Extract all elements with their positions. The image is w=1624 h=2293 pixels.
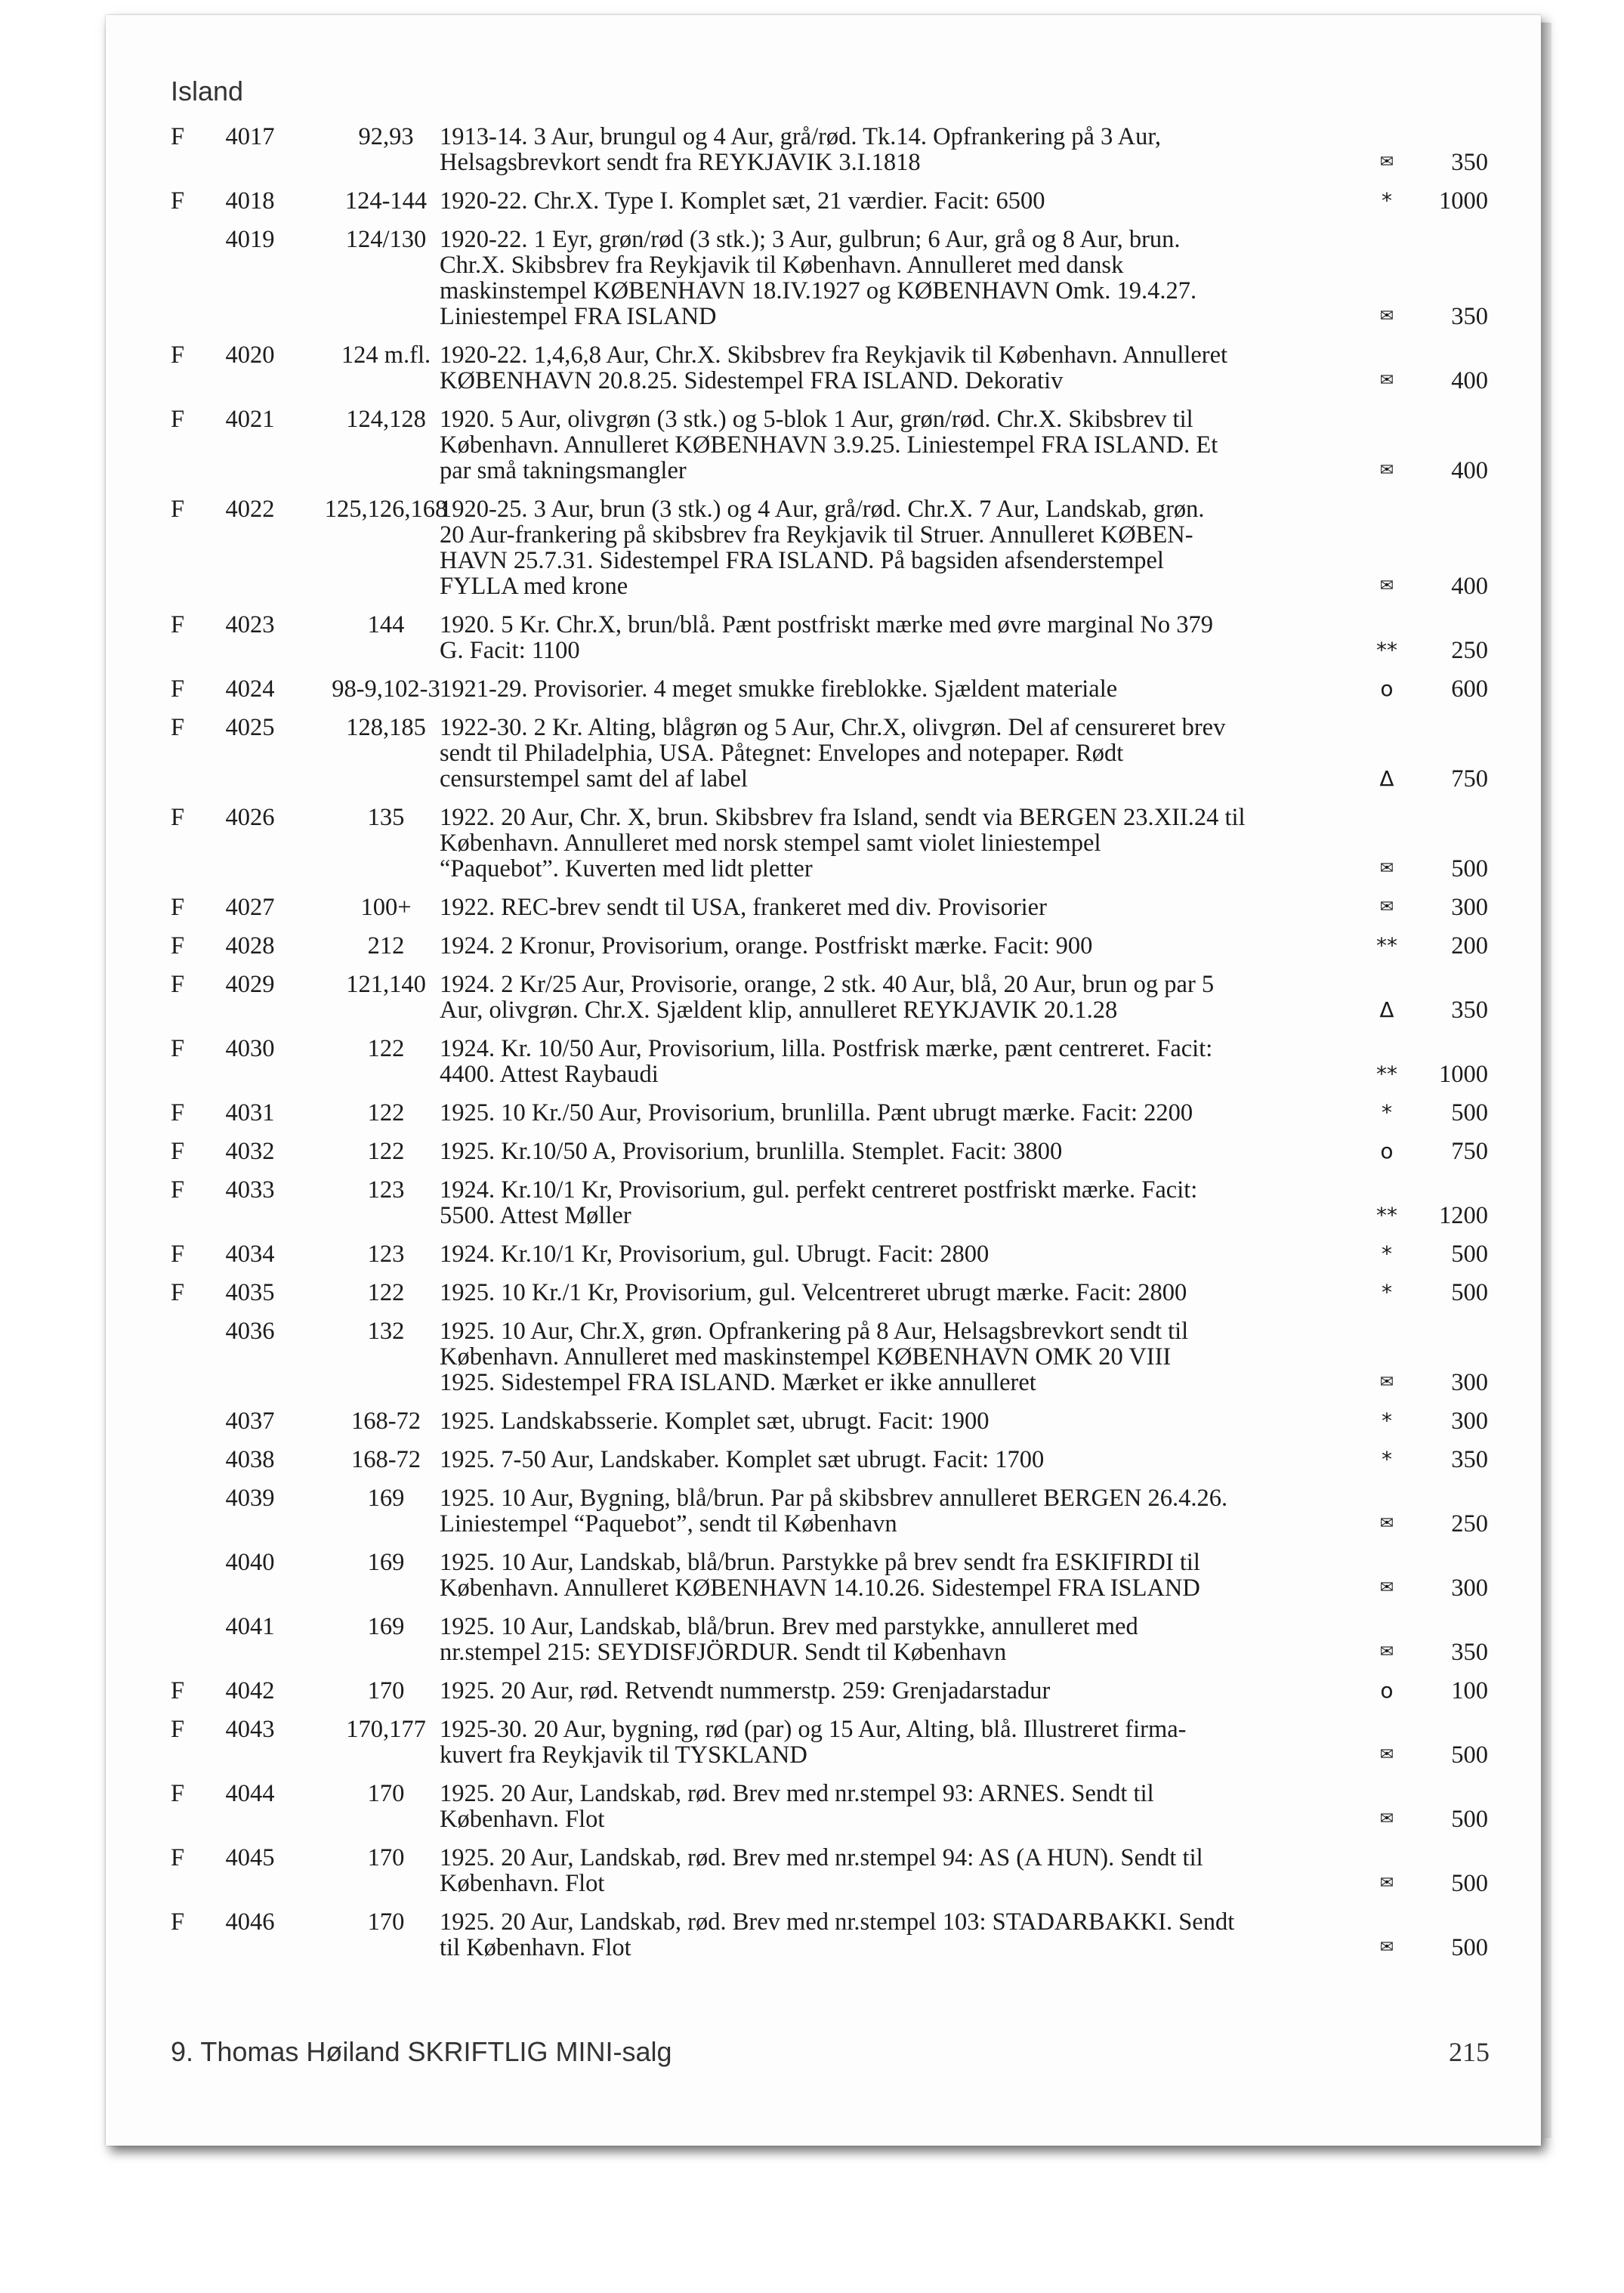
- lot-description-line: 1925. Sidestempel FRA ISLAND. Mærket er ikke annulleret: [440, 1369, 1036, 1396]
- lot-catalog-number: 168-72: [350, 1408, 421, 1435]
- lot-description-line: 1925-30. 20 Aur, bygning, rød (par) og 15 Aur, Alting, blå. Illustreret firma-: [440, 1716, 1187, 1743]
- lot-price: 500: [1451, 1806, 1488, 1833]
- lot-description-line: censurstempel samt del af label: [440, 765, 748, 793]
- lot-catalog-number: 170: [367, 1780, 405, 1807]
- lot-catalog-number: 124-144: [344, 187, 428, 215]
- lot-flag: F: [171, 1908, 185, 1936]
- lot-description-line: FYLLA med krone: [440, 573, 628, 600]
- lot-description-line: KØBENHAVN 20.8.25. Sidestempel FRA ISLAND. Dekorativ: [440, 367, 1064, 394]
- lot-number: 4017: [225, 123, 275, 150]
- lot-flag: F: [171, 1279, 185, 1306]
- lot-number: 4020: [225, 341, 275, 369]
- lot-number: 4023: [225, 611, 275, 638]
- condition-symbol: **: [1376, 933, 1397, 958]
- lot-description-line: Liniestempel “Paquebot”, sendt til København: [440, 1510, 897, 1537]
- lot-flag: F: [171, 123, 185, 150]
- condition-symbol: *: [1382, 1447, 1392, 1472]
- lot-description-line: 1920-22. 1 Eyr, grøn/rød (3 stk.); 3 Aur, gulbrun; 6 Aur, grå og 8 Aur, brun.: [440, 226, 1181, 253]
- lot-price: 750: [1451, 765, 1488, 793]
- lot-description: [440, 1100, 1497, 1126]
- lot-description: [440, 972, 1497, 1023]
- lot-description: [440, 1447, 1497, 1473]
- lot-description-line: kuvert fra Reykjavik til TYSKLAND: [440, 1741, 807, 1769]
- envelope-icon: ✉: [1379, 898, 1394, 916]
- lot-price: 500: [1451, 1741, 1488, 1769]
- envelope-icon: ✉: [1379, 1578, 1394, 1597]
- lot-number: 4031: [225, 1099, 275, 1126]
- lot-flag: F: [171, 932, 185, 960]
- lot-catalog-number: 100+: [360, 894, 412, 921]
- page-edge-shadow: [1541, 23, 1551, 2138]
- lot-description: [440, 1614, 1497, 1665]
- lot-number: 4028: [225, 932, 275, 960]
- lot-description-line: 1925. 10 Aur, Chr.X, grøn. Opfrankering på 8 Aur, Helsagsbrevkort sendt til: [440, 1318, 1189, 1345]
- lot-description-line: 1925. Landskabsserie. Komplet sæt, ubrugt. Facit: 1900: [440, 1408, 990, 1435]
- envelope-icon: ✉: [1379, 307, 1394, 326]
- lot-price: 350: [1451, 997, 1488, 1024]
- lot-catalog-number: 122: [367, 1279, 405, 1306]
- lot-description-line: til København. Flot: [440, 1934, 631, 1961]
- lot-description-line: 1920-22. Chr.X. Type I. Komplet sæt, 21 værdier. Facit: 6500: [440, 187, 1045, 215]
- lot-description-line: København. Flot: [440, 1806, 605, 1833]
- lot-price: 500: [1451, 1279, 1488, 1306]
- lot-description-line: 1925. 10 Aur, Bygning, blå/brun. Par på skibsbrev annulleret BERGEN 26.4.26.: [440, 1485, 1228, 1512]
- lot-description-line: København. Annulleret med maskinstempel KØBENHAVN OMK 20 VIII: [440, 1343, 1172, 1371]
- lot-flag: F: [171, 714, 185, 741]
- lot-catalog-number: 123: [367, 1241, 405, 1268]
- lot-description-line: 1925. 20 Aur, Landskab, rød. Brev med nr.stempel 93: ARNES. Sendt til: [440, 1780, 1154, 1807]
- lot-description-line: 1920. 5 Aur, olivgrøn (3 stk.) og 5-blok 1 Aur, grøn/rød. Chr.X. Skibsbrev til: [440, 406, 1193, 433]
- lot-catalog-number: 122: [367, 1099, 405, 1126]
- lot-description-line: 1924. 2 Kr/25 Aur, Provisorie, orange, 2 stk. 40 Aur, blå, 20 Aur, brun og par 5: [440, 971, 1215, 998]
- lot-description-line: 20 Aur-frankering på skibsbrev fra Reykjavik til Struer. Annulleret KØBEN-: [440, 521, 1193, 549]
- lot-number: 4036: [225, 1318, 275, 1345]
- lot-price: 400: [1451, 573, 1488, 600]
- lot-number: 4026: [225, 804, 275, 831]
- lot-flag: F: [171, 406, 185, 433]
- lot-catalog-number: 123: [367, 1176, 405, 1204]
- lot-catalog-number: 170: [367, 1908, 405, 1936]
- lot-flag: F: [171, 341, 185, 369]
- lot-price: 750: [1451, 1138, 1488, 1165]
- lot-price: 300: [1451, 1408, 1488, 1435]
- lot-catalog-number: 168-72: [350, 1446, 421, 1473]
- lot-price: 300: [1451, 894, 1488, 921]
- lot-number: 4018: [225, 187, 275, 215]
- lot-price: 600: [1451, 675, 1488, 703]
- condition-symbol: *: [1382, 1408, 1392, 1433]
- lot-flag: F: [171, 894, 185, 921]
- lot-description-line: maskinstempel KØBENHAVN 18.IV.1927 og KØBENHAVN Omk. 19.4.27.: [440, 277, 1197, 304]
- lot-description-line: 1921-29. Provisorier. 4 meget smukke fireblokke. Sjældent materiale: [440, 675, 1118, 703]
- envelope-icon: ✉: [1379, 1514, 1394, 1533]
- condition-symbol: *: [1382, 1241, 1392, 1266]
- envelope-icon: ✉: [1379, 1373, 1394, 1392]
- section-heading: Island: [171, 76, 244, 107]
- lot-number: 4044: [225, 1780, 275, 1807]
- condition-symbol: o: [1380, 1678, 1394, 1703]
- lot-description-line: HAVN 25.7.31. Sidestempel FRA ISLAND. På bagsiden afsenderstempel: [440, 547, 1164, 574]
- lot-description-line: par små takningsmangler: [440, 457, 687, 484]
- lot-description: [440, 342, 1497, 394]
- lot-description-line: 1920. 5 Kr. Chr.X, brun/blå. Pænt postfriskt mærke med øvre marginal No 379: [440, 611, 1213, 638]
- lot-description: [440, 1781, 1497, 1832]
- lot-price: 1000: [1439, 187, 1488, 215]
- lot-description: [440, 676, 1497, 702]
- footer-auction-title: 9. Thomas Høiland SKRIFTLIG MINI-salg: [171, 2036, 672, 2067]
- lot-price: 300: [1451, 1369, 1488, 1396]
- lot-number: 4042: [225, 1677, 275, 1704]
- envelope-icon: ✉: [1379, 859, 1394, 878]
- condition-symbol: Δ: [1379, 766, 1394, 791]
- condition-symbol: o: [1380, 676, 1394, 701]
- lot-description: [440, 933, 1497, 959]
- lot-price: 350: [1451, 1639, 1488, 1666]
- lot-price: 1000: [1439, 1061, 1488, 1088]
- envelope-icon: ✉: [1379, 371, 1394, 390]
- lot-catalog-number: 98-9,102-3: [332, 675, 440, 703]
- lot-number: 4039: [225, 1485, 275, 1512]
- lot-description: [440, 612, 1497, 663]
- lot-description: [440, 406, 1497, 484]
- lot-number: 4041: [225, 1613, 275, 1640]
- lot-catalog-number: 122: [367, 1035, 405, 1062]
- lot-catalog-number: 125,126,168: [324, 496, 448, 523]
- lot-description: [440, 1717, 1497, 1768]
- lot-flag: F: [171, 1780, 185, 1807]
- lot-price: 200: [1451, 932, 1488, 960]
- lot-price: 500: [1451, 1241, 1488, 1268]
- condition-symbol: *: [1382, 1280, 1392, 1305]
- lot-number: 4032: [225, 1138, 275, 1165]
- lot-description: [440, 1139, 1497, 1164]
- lot-description: [440, 124, 1497, 175]
- envelope-icon: ✉: [1379, 1809, 1394, 1828]
- lot-price: 350: [1451, 303, 1488, 330]
- lot-description-line: 1925. 20 Aur, rød. Retvendt nummerstp. 259: Grenjadarstadur: [440, 1677, 1051, 1704]
- lot-number: 4024: [225, 675, 275, 703]
- lot-description-line: sendt til Philadelphia, USA. Påtegnet: Envelopes and notepaper. Rødt: [440, 740, 1124, 767]
- lot-flag: F: [171, 1176, 185, 1204]
- lot-price: 400: [1451, 367, 1488, 394]
- lot-description: [440, 1678, 1497, 1704]
- lot-description: [440, 1909, 1497, 1961]
- lot-flag: F: [171, 1241, 185, 1268]
- lot-description-line: 1924. Kr.10/1 Kr, Provisorium, gul. perfekt centreret postfriskt mærke. Facit:: [440, 1176, 1198, 1204]
- lot-price: 500: [1451, 1099, 1488, 1126]
- lot-description: [440, 1177, 1497, 1228]
- lot-catalog-number: 169: [367, 1549, 405, 1576]
- lot-description-line: København. Annulleret med norsk stempel samt violet liniestempel: [440, 830, 1101, 857]
- lot-number: 4022: [225, 496, 275, 523]
- lot-number: 4046: [225, 1908, 275, 1936]
- lot-description: [440, 1408, 1497, 1434]
- lot-flag: F: [171, 804, 185, 831]
- lot-description: [440, 1280, 1497, 1306]
- lot-description-line: 1913-14. 3 Aur, brungul og 4 Aur, grå/rød. Tk.14. Opfrankering på 3 Aur,: [440, 123, 1162, 150]
- lot-description: [440, 1845, 1497, 1896]
- lot-number: 4040: [225, 1549, 275, 1576]
- lot-description-line: 1925. 20 Aur, Landskab, rød. Brev med nr.stempel 103: STADARBAKKI. Sendt: [440, 1908, 1235, 1936]
- condition-symbol: **: [1376, 1062, 1397, 1086]
- lot-flag: F: [171, 187, 185, 215]
- lot-flag: F: [171, 1677, 185, 1704]
- lot-description-line: 1925. 10 Kr./50 Aur, Provisorium, brunlilla. Pænt ubrugt mærke. Facit: 2200: [440, 1099, 1193, 1126]
- lot-description: [440, 227, 1497, 329]
- lot-price: 100: [1451, 1677, 1488, 1704]
- lot-catalog-number: 169: [367, 1485, 405, 1512]
- lot-number: 4025: [225, 714, 275, 741]
- lot-flag: F: [171, 675, 185, 703]
- lot-number: 4019: [225, 226, 275, 253]
- lot-catalog-number: 170: [367, 1677, 405, 1704]
- lot-description-line: G. Facit: 1100: [440, 637, 580, 664]
- lot-description-line: 1922. REC-brev sendt til USA, frankeret med div. Provisorier: [440, 894, 1047, 921]
- lot-description-line: 5500. Attest Møller: [440, 1202, 631, 1229]
- lot-catalog-number: 144: [367, 611, 405, 638]
- lot-catalog-number: 124,128: [346, 406, 426, 433]
- lot-description: [440, 1550, 1497, 1601]
- envelope-icon: ✉: [1379, 1938, 1394, 1957]
- lot-flag: F: [171, 971, 185, 998]
- lot-number: 4038: [225, 1446, 275, 1473]
- lot-description: [440, 1241, 1497, 1267]
- lot-description-line: 1920-25. 3 Aur, brun (3 stk.) og 4 Aur, grå/rød. Chr.X. 7 Aur, Landskab, grøn.: [440, 496, 1205, 523]
- lot-description-line: Liniestempel FRA ISLAND: [440, 303, 717, 330]
- lot-flag: F: [171, 611, 185, 638]
- lot-flag: F: [171, 496, 185, 523]
- lot-description: [440, 805, 1497, 882]
- lot-description-line: 1925. 7-50 Aur, Landskaber. Komplet sæt ubrugt. Facit: 1700: [440, 1446, 1045, 1473]
- lot-description-line: Chr.X. Skibsbrev fra Reykjavik til København. Annulleret med dansk: [440, 252, 1124, 279]
- lot-description-line: København. Flot: [440, 1870, 605, 1897]
- page-number: 215: [1449, 2037, 1490, 2067]
- lot-number: 4034: [225, 1241, 275, 1268]
- lot-description-line: 1925. 10 Aur, Landskab, blå/brun. Brev med parstykke, annulleret med: [440, 1613, 1138, 1640]
- condition-symbol: *: [1382, 1100, 1392, 1125]
- lot-flag: F: [171, 1099, 185, 1126]
- lot-price: 350: [1451, 1446, 1488, 1473]
- envelope-icon: ✉: [1379, 576, 1394, 595]
- envelope-icon: ✉: [1379, 1874, 1394, 1893]
- lot-catalog-number: 121,140: [346, 971, 426, 998]
- lot-description-line: Helsagsbrevkort sendt fra REYKJAVIK 3.I.1818: [440, 149, 921, 176]
- lot-description-line: nr.stempel 215: SEYDISFJÖRDUR. Sendt til København: [440, 1639, 1007, 1666]
- lot-description: [440, 1318, 1497, 1395]
- lot-description-line: 1924. 2 Kronur, Provisorium, orange. Postfriskt mærke. Facit: 900: [440, 932, 1093, 960]
- lot-catalog-number: 124 m.fl.: [341, 341, 431, 369]
- lot-number: 4037: [225, 1408, 275, 1435]
- lot-description: [440, 895, 1497, 920]
- lot-description-line: 1924. Kr. 10/50 Aur, Provisorium, lilla. Postfrisk mærke, pænt centreret. Facit:: [440, 1035, 1213, 1062]
- lot-number: 4030: [225, 1035, 275, 1062]
- lot-description-line: 1922-30. 2 Kr. Alting, blågrøn og 5 Aur, Chr.X, olivgrøn. Del af censureret brev: [440, 714, 1226, 741]
- lot-description-line: Aur, olivgrøn. Chr.X. Sjældent klip, annulleret REYKJAVIK 20.1.28: [440, 997, 1118, 1024]
- lot-price: 350: [1451, 149, 1488, 176]
- lot-description: [440, 1485, 1497, 1537]
- envelope-icon: ✉: [1379, 153, 1394, 172]
- lot-description-line: København. Annulleret KØBENHAVN 3.9.25. Liniestempel FRA ISLAND. Et: [440, 431, 1218, 459]
- lot-description-line: København. Annulleret KØBENHAVN 14.10.26. Sidestempel FRA ISLAND: [440, 1575, 1200, 1602]
- lot-description-line: 1924. Kr.10/1 Kr, Provisorium, gul. Ubrugt. Facit: 2800: [440, 1241, 990, 1268]
- lot-catalog-number: 170,177: [346, 1716, 426, 1743]
- lot-description-line: 1920-22. 1,4,6,8 Aur, Chr.X. Skibsbrev fra Reykjavik til København. Annulleret: [440, 341, 1228, 369]
- lot-description-line: 1925. Kr.10/50 A, Provisorium, brunlilla. Stemplet. Facit: 3800: [440, 1138, 1063, 1165]
- lot-description-line: 1925. 10 Kr./1 Kr, Provisorium, gul. Velcentreret ubrugt mærke. Facit: 2800: [440, 1279, 1187, 1306]
- lot-catalog-number: 128,185: [346, 714, 426, 741]
- envelope-icon: ✉: [1379, 1642, 1394, 1661]
- lot-description-line: “Paquebot”. Kuverten med lidt pletter: [440, 855, 813, 882]
- lot-description-line: 4400. Attest Raybaudi: [440, 1061, 659, 1088]
- lot-price: 250: [1451, 637, 1488, 664]
- lot-catalog-number: 92,93: [358, 123, 414, 150]
- lot-description: [440, 715, 1497, 792]
- lot-catalog-number: 135: [367, 804, 405, 831]
- lot-number: 4029: [225, 971, 275, 998]
- lot-description: [440, 188, 1497, 214]
- lot-catalog-number: 169: [367, 1613, 405, 1640]
- lot-price: 500: [1451, 855, 1488, 882]
- lot-price: 1200: [1439, 1202, 1488, 1229]
- lot-flag: F: [171, 1716, 185, 1743]
- condition-symbol: Δ: [1379, 997, 1394, 1022]
- lot-description: [440, 496, 1497, 599]
- envelope-icon: ✉: [1379, 1745, 1394, 1764]
- lot-catalog-number: 170: [367, 1844, 405, 1871]
- lot-price: 500: [1451, 1870, 1488, 1897]
- lot-number: 4035: [225, 1279, 275, 1306]
- lot-catalog-number: 124/130: [345, 226, 427, 253]
- condition-symbol: *: [1382, 188, 1392, 213]
- lot-catalog-number: 212: [367, 932, 405, 960]
- lot-flag: F: [171, 1035, 185, 1062]
- lot-catalog-number: 122: [367, 1138, 405, 1165]
- lot-description-line: 1925. 20 Aur, Landskab, rød. Brev med nr.stempel 94: AS (A HUN). Sendt til: [440, 1844, 1203, 1871]
- lot-number: 4033: [225, 1176, 275, 1204]
- lot-description-line: 1922. 20 Aur, Chr. X, brun. Skibsbrev fra Island, sendt via BERGEN 23.XII.24 til: [440, 804, 1246, 831]
- lot-price: 400: [1451, 457, 1488, 484]
- lot-description-line: 1925. 10 Aur, Landskab, blå/brun. Parstykke på brev sendt fra ESKIFIRDI til: [440, 1549, 1200, 1576]
- lot-price: 300: [1451, 1575, 1488, 1602]
- lot-catalog-number: 132: [367, 1318, 405, 1345]
- condition-symbol: o: [1380, 1139, 1394, 1163]
- lot-flag: F: [171, 1138, 185, 1165]
- condition-symbol: **: [1376, 1203, 1397, 1228]
- lot-number: 4021: [225, 406, 275, 433]
- lot-flag: F: [171, 1844, 185, 1871]
- lot-number: 4043: [225, 1716, 275, 1743]
- lot-description: [440, 1036, 1497, 1087]
- lot-price: 500: [1451, 1934, 1488, 1961]
- envelope-icon: ✉: [1379, 461, 1394, 480]
- lot-number: 4045: [225, 1844, 275, 1871]
- condition-symbol: **: [1376, 638, 1397, 663]
- lot-price: 250: [1451, 1510, 1488, 1537]
- lot-number: 4027: [225, 894, 275, 921]
